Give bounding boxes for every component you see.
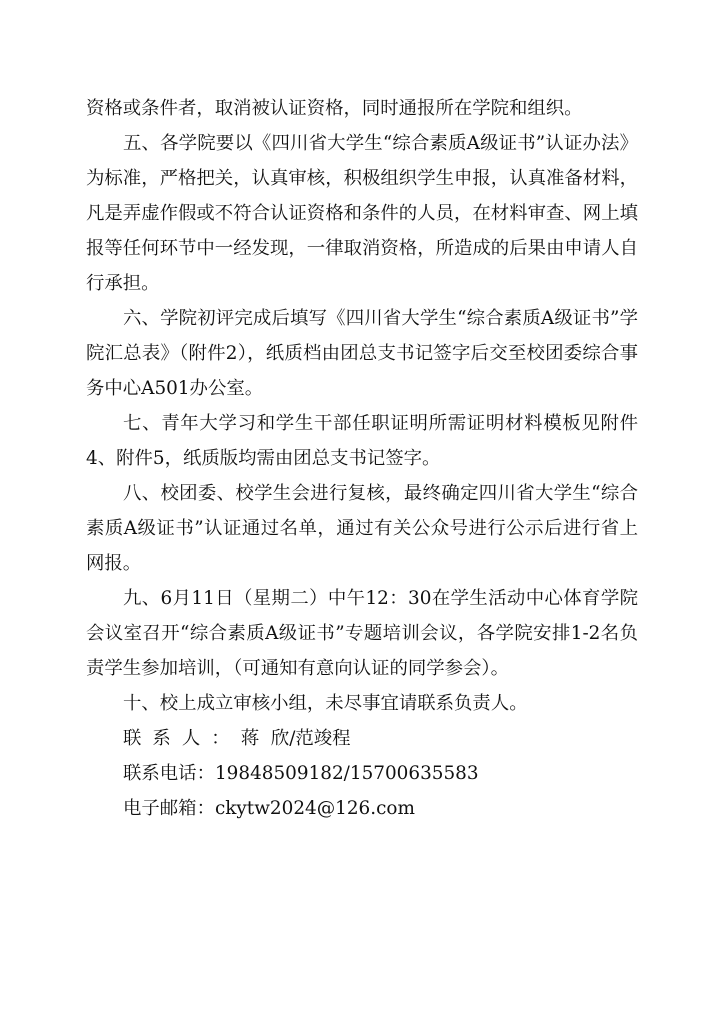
- paragraph-item-5: 五、各学院要以《四川省大学生“综合素质A级证书”认证办法》为标准，严格把关，认真审核，积极组织学生申报，认真准备材料，凡是弄虚作假或不符合认证资格和条件的人员，在材料审查、网上填报等任何环节中一经发现，一律取消资格，所造成的后果由申请人自行承担。: [86, 133, 638, 294]
- paragraph-item-7: 七、青年大学习和学生干部任职证明所需证明材料模板见附件4、附件5，纸质版均需由团总支书记签字。: [86, 413, 638, 469]
- paragraph-continuation: 资格或条件者，取消被认证资格，同时通报所在学院和组织。: [86, 98, 583, 119]
- contact-email-value: ckytw2024@126.com: [214, 798, 415, 819]
- paragraph-item-10: 十、校上成立审核小组，未尽事宜请联系负责人。: [123, 693, 528, 714]
- document-body: [86, 91, 638, 826]
- paragraph-item-9: 九、6月11日（星期二）中午12：30在学生活动中心体育学院会议室召开“综合素质A级证书”专题培训会议，各学院安排1-2名负责学生参加培训，（可通知有意向认证的同学参会）。: [86, 588, 638, 679]
- contact-email-label: 电子邮箱：: [123, 798, 215, 819]
- contact-email: [86, 791, 638, 826]
- contact-person-value: 蒋 欣/范竣程: [240, 728, 351, 749]
- contact-person: [86, 721, 638, 756]
- contact-phone: [86, 756, 638, 791]
- paragraph-item-8: 八、校团委、校学生会进行复核，最终确定四川省大学生“综合素质A级证书”认证通过名单，通过有关公众号进行公示后进行省上网报。: [86, 483, 638, 574]
- contact-person-label: 联系人：: [123, 728, 241, 749]
- contact-phone-label: 联系电话：: [123, 763, 215, 784]
- paragraph-item-6: 六、学院初评完成后填写《四川省大学生“综合素质A级证书”学院汇总表》（附件2），纸质档由团总支书记签字后交至校团委综合事务中心A501办公室。: [86, 308, 638, 399]
- contact-phone-value: 19848509182/15700635583: [214, 763, 479, 784]
